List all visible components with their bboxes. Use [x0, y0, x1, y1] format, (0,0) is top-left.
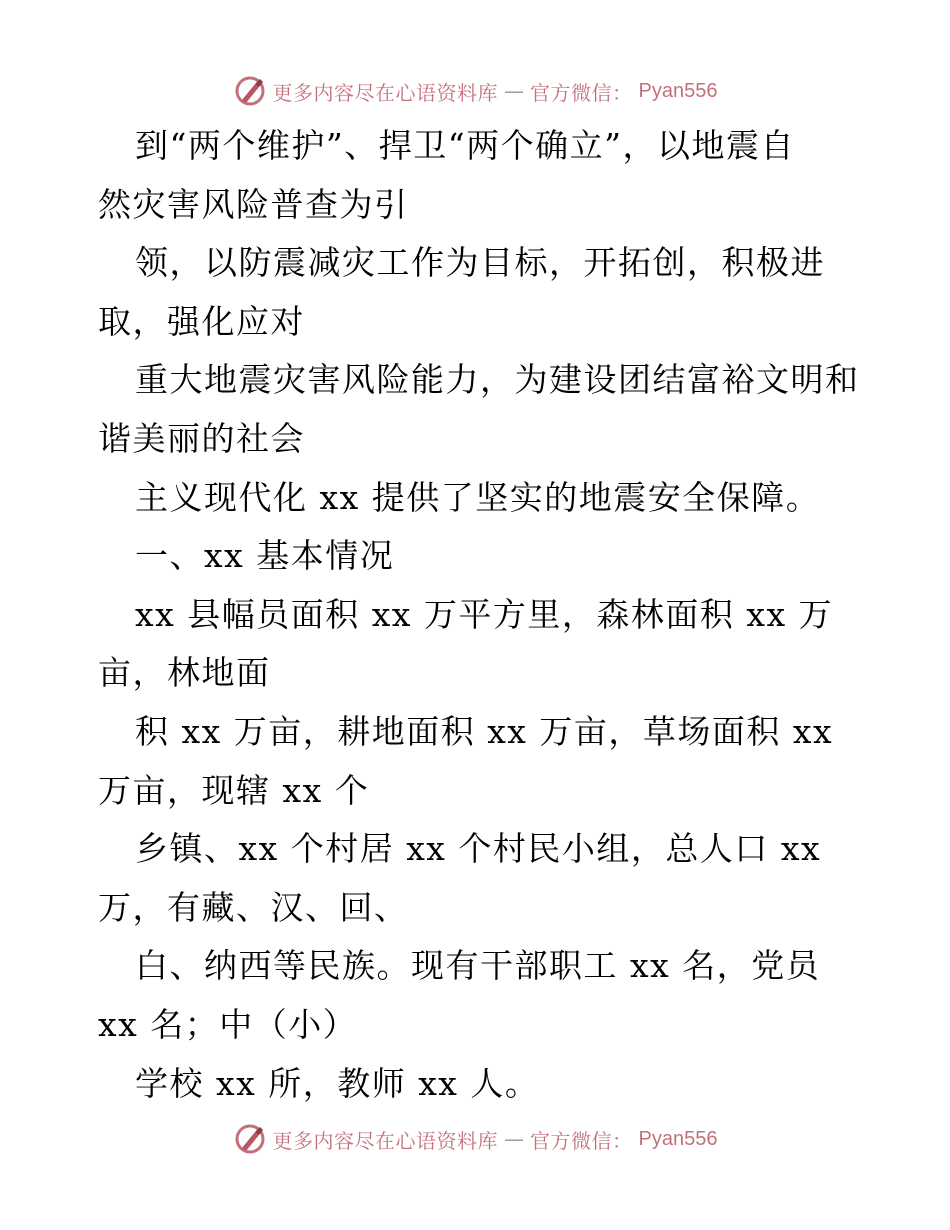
text-line: 谐美丽的社会: [98, 419, 305, 458]
text-line: 取，强化应对: [98, 302, 305, 341]
text-line: 学校 xx 所，教师 xx 人。: [135, 1064, 540, 1103]
watermark-separator: —: [504, 79, 525, 103]
text-line: 白、纳西等民族。现有干部职工 xx 名，党员: [135, 946, 821, 985]
watermark-label: 官方微信：: [530, 1128, 633, 1153]
watermark-text: 更多内容尽在心语资料库: [272, 1128, 499, 1153]
text-line: 乡镇、xx 个村居 xx 个村民小组，总人口 xx: [135, 829, 822, 868]
watermark-id: Pyan556: [638, 1127, 718, 1150]
text-line: 然灾害风险普查为引: [98, 185, 409, 224]
text-line: 亩，林地面: [98, 653, 271, 692]
footer-watermark: [0, 1122, 950, 1156]
text-line: 重大地震灾害风险能力，为建设团结富裕文明和: [135, 360, 860, 399]
watermark-label: 官方微信：: [530, 80, 633, 105]
text-line: xx 县幅员面积 xx 万平方里，森林面积 xx 万: [135, 595, 834, 634]
watermark-id: Pyan556: [638, 79, 718, 102]
text-line: 万，有藏、汉、回、: [98, 888, 409, 927]
text-line: 到“两个维护”、捍卫“两个确立”，以地震自: [135, 126, 795, 165]
text-line: 领，以防震减灾工作为目标，开拓创，积极进: [135, 243, 825, 282]
pen-logo-icon: [233, 1122, 267, 1156]
text-line: 主义现代化 xx 提供了坚实的地震安全保障。: [135, 478, 821, 517]
text-line: 积 xx 万亩，耕地面积 xx 万亩，草场面积 xx: [135, 712, 834, 751]
section-heading: 一、xx 基本情况: [135, 536, 395, 575]
text-line: 万亩，现辖 xx 个: [98, 771, 370, 810]
watermark-separator: —: [504, 1127, 525, 1151]
watermark-text: 更多内容尽在心语资料库: [272, 80, 499, 105]
text-line: xx 名；中（小）: [98, 1005, 358, 1044]
